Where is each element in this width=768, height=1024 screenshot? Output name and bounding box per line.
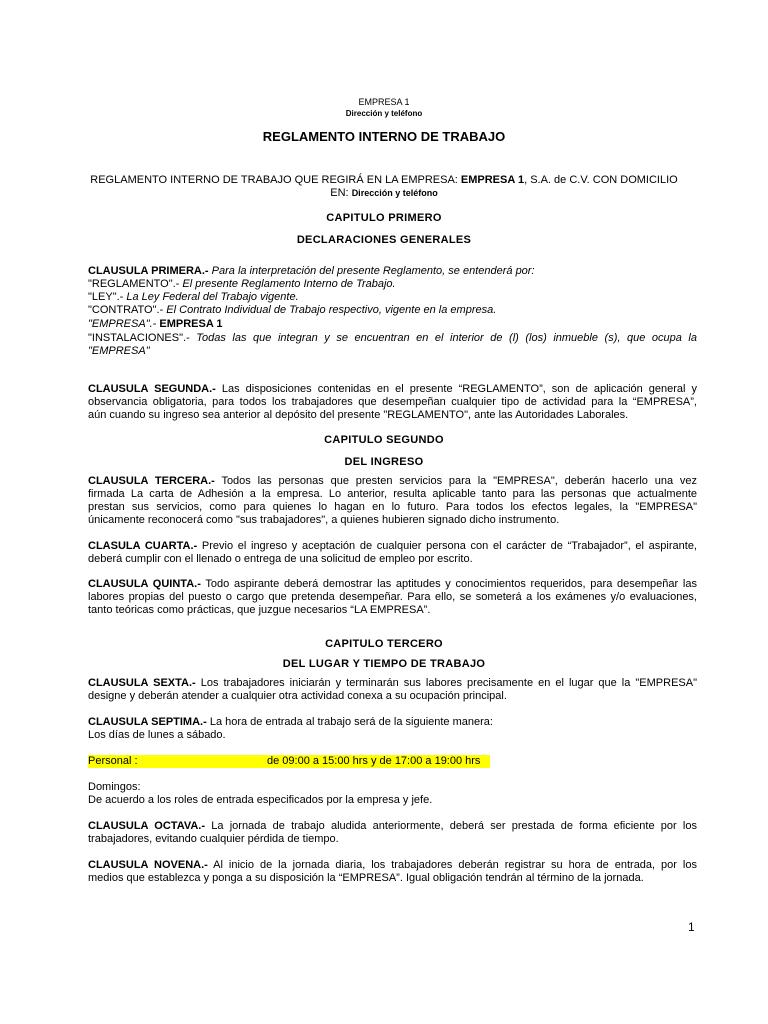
personal-schedule-row bbox=[88, 755, 490, 768]
clause-6-line-2: designe y deberán atender a cualquier otra actividad conexa a su ocupación principal. bbox=[88, 690, 507, 702]
intro-text: REGLAMENTO INTERNO DE TRABAJO QUE REGIRÁ EN LA EMPRESA: bbox=[90, 174, 461, 186]
clause-1-intro bbox=[88, 265, 535, 278]
clause-2-text: Las disposiciones contenidas en el presente “REGLAMENTO”, son de aplicación general y bbox=[215, 383, 697, 395]
clause-3-text: Todos las personas que presten servicios para la "EMPRESA", deberán hacerlo una vez bbox=[214, 475, 698, 487]
clause-5-line-2: labores propias del puesto o cargo que pretenda desempeñar. Para ello, se someterá a los exámenes y/o evaluaciones, bbox=[88, 591, 697, 603]
chapter-3-title: CAPITULO TERCERO bbox=[325, 638, 443, 650]
personal-label: Personal : bbox=[88, 755, 138, 767]
clause-3-line-4: únicamente reconocerá como "sus trabajadores", a quienes hubieren signado dicho instrumento. bbox=[88, 514, 560, 526]
clause-5-heading: CLAUSULA QUINTA.- bbox=[88, 578, 201, 590]
clause-7-line-2: Los días de lunes a sábado. bbox=[88, 729, 226, 741]
clause-5-line-1 bbox=[88, 578, 697, 591]
sundays-label: Domingos: bbox=[88, 781, 141, 793]
clause-8-text: La jornada de trabajo aludida anteriormente, deberá ser prestada de forma eficiente por los bbox=[205, 820, 697, 832]
clause-7-line-1 bbox=[88, 716, 493, 729]
clause-3-heading: CLAUSULA TERCERA.- bbox=[88, 475, 215, 487]
document-title: REGLAMENTO INTERNO DE TRABAJO bbox=[262, 129, 506, 144]
clause-3-line-3: prestan sus servicios, como para quienes lo hagan en lo futuro. Para todos los efectos legales, la "EMPRESA" bbox=[88, 501, 697, 513]
clause-1-text: Para la interpretación del presente Reglamento, se entenderá por: bbox=[208, 265, 535, 277]
personal-hours: de 09:00 a 15:00 hrs y de 17:00 a 19:00 hrs bbox=[267, 755, 481, 767]
company-address: Dirección y teléfono bbox=[345, 109, 423, 118]
intro-line-1 bbox=[0, 174, 768, 187]
chapter-1-title: CAPITULO PRIMERO bbox=[326, 212, 442, 224]
clause-7-heading: CLAUSULA SEPTIMA.- bbox=[88, 716, 207, 728]
clause-4-line-1 bbox=[88, 540, 697, 553]
definition-instalaciones-end: "EMPRESA" bbox=[88, 345, 150, 357]
definition-text: EMPRESA 1 bbox=[156, 318, 223, 330]
definition-term: "REGLAMENTO".- bbox=[88, 278, 180, 290]
definition-term: "CONTRATO".- bbox=[88, 304, 164, 316]
clause-5-text: Todo aspirante deberá demostrar las aptitudes y conocimientos requeridos, para desempeñar las bbox=[200, 578, 697, 590]
clause-6-text: Los trabajadores iniciarán y terminarán sus labores precisamente en el lugar que la "EMPRESA" bbox=[195, 677, 697, 689]
clause-2-line-1 bbox=[88, 383, 697, 396]
clause-9-line-1 bbox=[88, 859, 697, 872]
intro-address: Dirección y teléfono bbox=[351, 188, 438, 198]
definition-text: Todas las que integran y se encuentran en el interior de (l) (los) inmueble (s), que ocupa la bbox=[189, 332, 697, 344]
clause-2-line-2: observancia obligatoria, para todos los trabajadores que desempeñan cualquier tipo de actividad para la “EMPRESA”, bbox=[88, 396, 697, 408]
chapter-3-subtitle: DEL LUGAR Y TIEMPO DE TRABAJO bbox=[282, 658, 486, 670]
definition-term: "INSTALACIONES".- bbox=[88, 332, 190, 344]
sundays-text: De acuerdo a los roles de entrada especificados por la empresa y jefe. bbox=[88, 794, 433, 806]
chapter-2-title: CAPITULO SEGUNDO bbox=[324, 434, 444, 446]
clause-2-line-3: aún cuando su ingreso sea anterior al depósito del presente "REGLAMENTO", ante las Autoridades Laborales. bbox=[88, 409, 629, 421]
intro-line-2 bbox=[0, 187, 768, 200]
definition-text: El presente Reglamento Interno de Trabajo. bbox=[179, 278, 396, 290]
clause-8-line-1 bbox=[88, 820, 697, 833]
company-name: EMPRESA 1 bbox=[358, 97, 410, 107]
definition-text: La Ley Federal del Trabajo vigente. bbox=[123, 291, 299, 303]
clause-8-line-2: trabajadores, evitando cualquier pérdida de tiempo. bbox=[88, 833, 339, 845]
intro-text-end: , S.A. de C.V. CON DOMICILIO bbox=[524, 174, 678, 186]
definition-instalaciones bbox=[88, 332, 697, 345]
clause-9-text: Al inicio de la jornada diaria, los trabajadores deberán registrar su hora de entrada, por los bbox=[207, 859, 697, 871]
clause-5-line-3: tanto teóricas como prácticas, que juzgue necesarios “LA EMPRESA”. bbox=[88, 604, 431, 616]
clause-6-line-1 bbox=[88, 677, 697, 690]
definition-empresa bbox=[88, 318, 223, 331]
chapter-1-subtitle: DECLARACIONES GENERALES bbox=[296, 234, 472, 246]
definition-text: El Contrato Individual de Trabajo respectivo, vigente en la empresa. bbox=[163, 304, 497, 316]
clause-4-text: Previo el ingreso y aceptación de cualquier persona con el carácter de “Trabajador”, el aspirante, bbox=[197, 540, 697, 552]
intro-company: EMPRESA 1 bbox=[460, 174, 525, 186]
clause-4-line-2: deberá cumplir con el llenado o entrega de una solicitud de empleo por escrito. bbox=[88, 553, 473, 565]
definition-term: "LEY".- bbox=[88, 291, 124, 303]
definition-reglamento bbox=[88, 278, 396, 291]
clause-9-line-2: medios que establezca y ponga a su disposición la “EMPRESA”. Igual obligación tendrán al término de la jornada. bbox=[88, 872, 644, 884]
definition-term: "EMPRESA".- bbox=[88, 318, 157, 330]
clause-3-line-1 bbox=[88, 475, 697, 488]
page-number: 1 bbox=[688, 920, 695, 934]
clause-2-heading: CLAUSULA SEGUNDA.- bbox=[88, 383, 216, 395]
clause-3-line-2: firmada La carta de Adhesión a la empresa. Lo anterior, resulta aplicable tanto para las personas que actualmente bbox=[88, 488, 697, 500]
clause-4-heading: CLASULA CUARTA.- bbox=[88, 540, 198, 552]
definition-ley bbox=[88, 291, 299, 304]
chapter-2-subtitle: DEL INGRESO bbox=[344, 456, 424, 468]
definition-contrato bbox=[88, 304, 496, 317]
clause-6-heading: CLAUSULA SEXTA.- bbox=[88, 677, 196, 689]
intro-en: EN: bbox=[330, 187, 352, 199]
clause-1-heading: CLAUSULA PRIMERA.- bbox=[88, 265, 209, 277]
clause-7-text: La hora de entrada al trabajo será de la siguiente manera: bbox=[206, 716, 493, 728]
clause-9-heading: CLAUSULA NOVENA.- bbox=[88, 859, 208, 871]
clause-8-heading: CLAUSULA OCTAVA.- bbox=[88, 820, 206, 832]
